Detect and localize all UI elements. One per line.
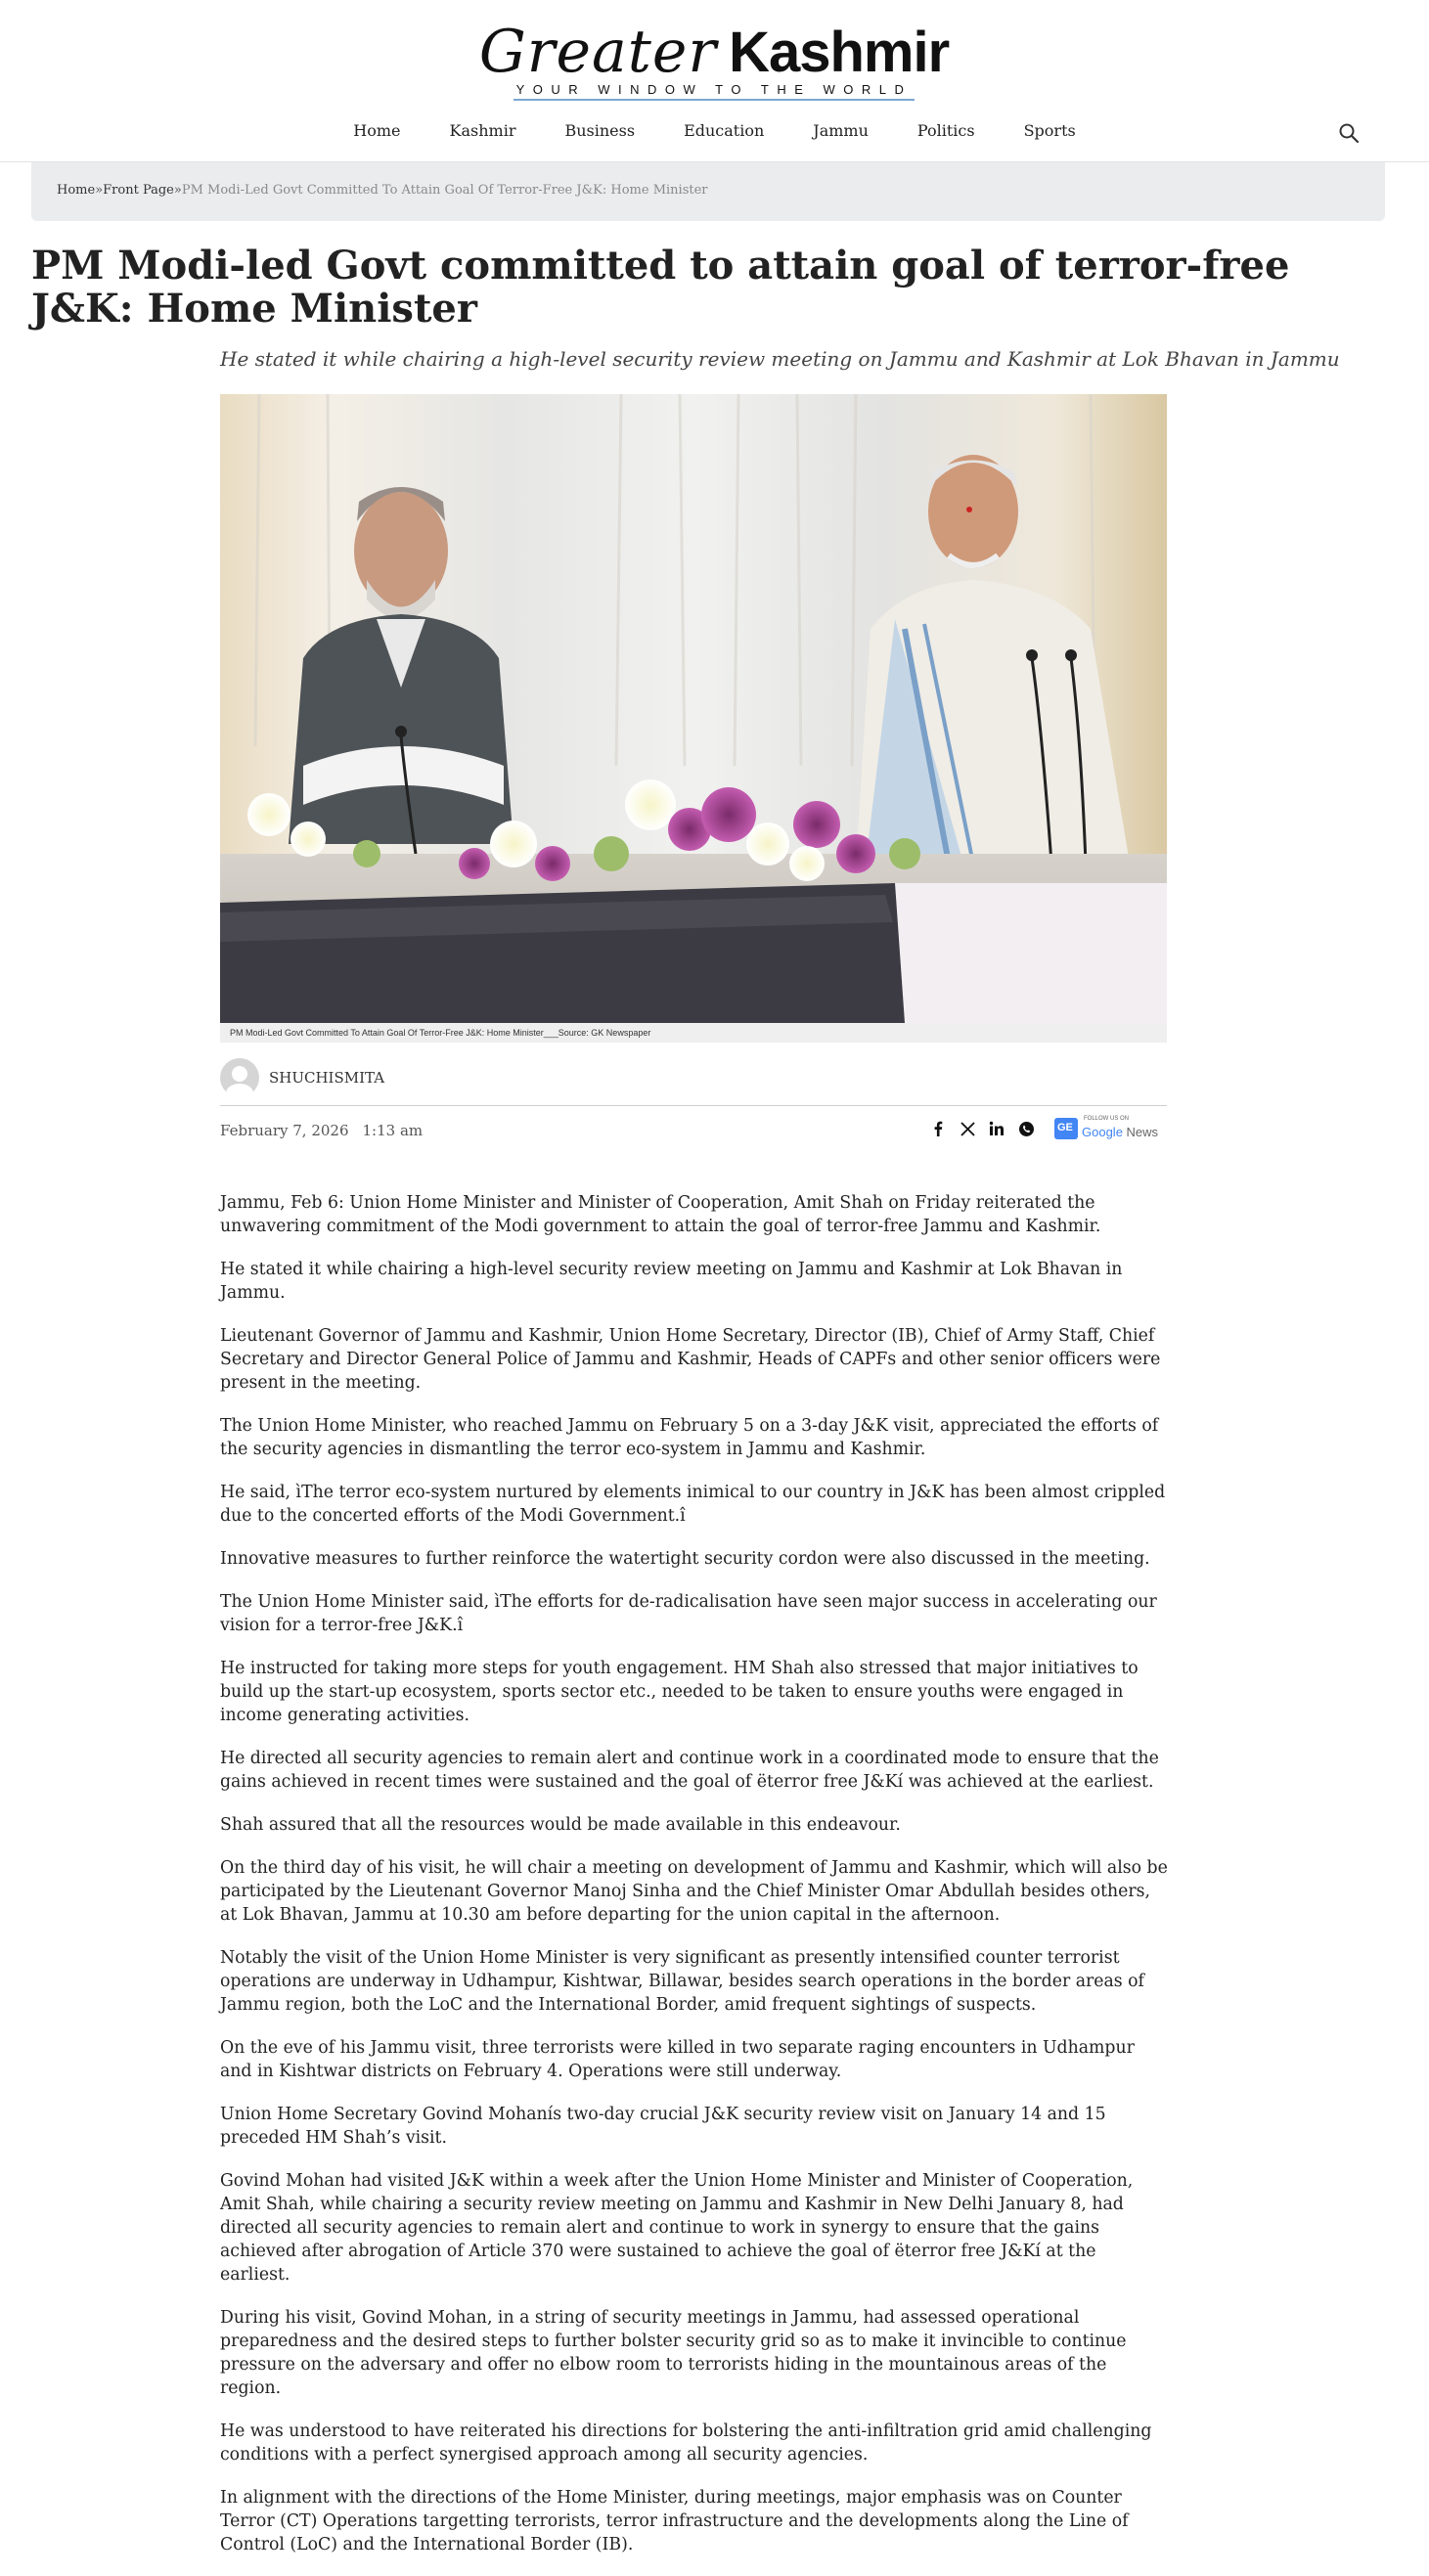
article-paragraph: He directed all security agencies to remain alert and continue work in a coordinated mode to ensure that the gains achieved in recent times were sustained and the goal of ëterror free J&Kí was achieved at the earliest. — [220, 1749, 1159, 1792]
nav-item-sports[interactable]: Sports — [1023, 121, 1076, 140]
article-body — [220, 1191, 1169, 2576]
article-paragraph: In alignment with the directions of the Home Minister, during meetings, major emphasis was on Counter Terror (CT) Operations targetting terrorists, terror infrastructure and the developments along the Line of Control (LoC) and the International Border (IB). — [220, 2488, 1129, 2554]
article-paragraph: During his visit, Govind Mohan, in a string of security meetings in Jammu, had assessed operational preparedness and the desired steps to further bolster security grid so as to make it invincible to continue pressure on the adversary and offer no elbow room to terrorists hiding in the mountainous areas of the region. — [220, 2308, 1127, 2398]
share-linkedin-button[interactable] — [988, 1120, 1005, 1137]
share-x-button[interactable] — [959, 1120, 976, 1137]
breadcrumb-separator: » — [173, 183, 182, 198]
author-block[interactable] — [220, 1058, 384, 1097]
site-header — [0, 0, 1429, 162]
x-icon — [960, 1122, 975, 1136]
article-paragraph: He instructed for taking more steps for youth engagement. HM Shah also stressed that major initiatives to build up the start-up ecosystem, sports sector etc., needed to be taken to ensure youths were engaged in income generating activities. — [220, 1659, 1139, 1725]
article-paragraph: Govind Mohan had visited J&K within a week after the Union Home Minister and Minister of Cooperation, Amit Shah, while chairing a security review meeting on Jammu and Kashmir in New Delhi January 8, had directed all security agencies to remain alert and continue to work in synergy to ensure that the gains achieved after abrogation of Article 370 were sustained to achieve the goal of ëterror free J&Kí at the earliest. — [220, 2171, 1134, 2285]
article-paragraph: He was understood to have reiterated his directions for bolstering the anti-infiltration grid amid challenging conditions with a perfect synergised approach among all security agencies. — [220, 2421, 1152, 2465]
nav-item-politics[interactable]: Politics — [916, 121, 975, 140]
whatsapp-icon — [1018, 1121, 1035, 1137]
article-subhead: He stated it while chairing a high-level security review meeting on Jammu and Kashmir at Lok Bhavan in Jammu — [220, 347, 1340, 371]
article-hero-figure — [220, 394, 1167, 1043]
logo-wordmark — [478, 18, 950, 86]
author-name[interactable]: SHUCHISMITA — [269, 1069, 385, 1087]
gnews-google: Google — [1082, 1125, 1123, 1139]
nav-item-business[interactable]: Business — [564, 121, 636, 140]
share-whatsapp-button[interactable] — [1017, 1120, 1035, 1137]
gnews-label — [1082, 1125, 1158, 1139]
gnews-news: News — [1126, 1125, 1159, 1139]
article-headline: PM Modi-led Govt committed to attain goal of terror-free J&K: Home Minister — [31, 243, 1290, 332]
article-paragraph: The Union Home Minister, who reached Jammu on February 5 on a 3-day J&K visit, appreciated the efforts of the security agencies in dismantling the terror eco-system in Jammu and Kashmir. — [220, 1416, 1159, 1459]
article-paragraph: On the third day of his visit, he will chair a meeting on development of Jammu and Kashmir, which will also be participated by the Lieutenant Governor Manoj Sinha and the Chief Minister Omar Abdullah besides others, at Lok Bhavan, Jammu at 10.30 am before departing for the union capital in the afternoon. — [220, 1858, 1168, 1925]
gnews-follow-label: FOLLOW US ON — [1084, 1116, 1130, 1122]
google-news-icon — [1054, 1118, 1078, 1139]
nav-item-education[interactable]: Education — [684, 121, 765, 140]
nav-item-home[interactable]: Home — [353, 121, 401, 140]
site-logo[interactable] — [478, 18, 950, 97]
google-news-follow-button[interactable] — [1054, 1115, 1159, 1142]
image-caption: PM Modi-Led Govt Committed To Attain Goal Of Terror-Free J&K: Home Minister___Source: GK Newspaper — [230, 1028, 651, 1038]
nav-item-jammu[interactable]: Jammu — [813, 121, 869, 140]
publish-date: February 7, 2026 — [220, 1122, 349, 1139]
linkedin-icon — [989, 1121, 1005, 1136]
search-icon — [1337, 121, 1361, 145]
main-nav — [0, 121, 1429, 140]
article-paragraph: Lieutenant Governor of Jammu and Kashmir, Union Home Secretary, Director (IB), Chief of Army Staff, Chief Secretary and Director General Police of Jammu and Kashmir, Heads of CAPFs and other senior officers were present in the meeting. — [220, 1326, 1161, 1393]
logo-greater: Greater — [478, 18, 718, 86]
article-paragraph: Shah assured that all the resources would be made available in this endeavour. — [220, 1815, 901, 1835]
share-bar — [929, 1115, 1159, 1142]
share-facebook-button[interactable] — [929, 1120, 947, 1137]
article-photo-illustration — [220, 394, 1167, 1023]
nav-item-kashmir[interactable]: Kashmir — [449, 121, 516, 140]
article-paragraph: Union Home Secretary Govind Mohanís two-day crucial J&K security review visit on January 14 and 15 preceded HM Shah’s visit. — [220, 2105, 1106, 2148]
article-paragraph: Jammu, Feb 6: Union Home Minister and Minister of Cooperation, Amit Shah on Friday reiterated the unwavering commitment of the Modi government to attain the goal of terror-free Jammu and Kashmir. — [220, 1193, 1101, 1236]
breadcrumb-front-page[interactable]: Front Page — [103, 183, 174, 198]
publish-info — [220, 1122, 423, 1139]
article-paragraph: The Union Home Minister said, ìThe efforts for de-radicalisation have seen major success in accelerating our vision for a terror-free J&K.î — [220, 1592, 1157, 1635]
article-paragraph: Innovative measures to further reinforce the watertight security cordon were also discussed in the meeting. — [220, 1549, 1150, 1569]
logo-tagline: YOUR WINDOW TO THE WORLD — [514, 82, 915, 101]
article-paragraph: Notably the visit of the Union Home Minister is very significant as presently intensified counter terrorist operations are underway in Udhampur, Kishtwar, Billawar, besides search operations in the border areas of Jammu region, both the LoC and the International Border, amid frequent sightings of suspects. — [220, 1948, 1144, 2015]
article-photo[interactable] — [220, 394, 1167, 1023]
article-paragraph: He stated it while chairing a high-level security review meeting on Jammu and Kashmir at Lok Bhavan in Jammu. — [220, 1260, 1123, 1303]
breadcrumb-current: PM Modi-Led Govt Committed To Attain Goal Of Terror-Free J&K: Home Minister — [181, 183, 708, 198]
article-paragraph: On the eve of his Jammu visit, three terrorists were killed in two separate raging encounters in Udhampur and in Kishtwar districts on February 4. Operations were still underway. — [220, 2038, 1135, 2081]
author-avatar — [220, 1058, 259, 1097]
breadcrumb — [57, 183, 708, 198]
breadcrumb-home[interactable]: Home — [57, 183, 96, 198]
logo-kashmir: Kashmir — [729, 21, 950, 84]
search-button[interactable] — [1337, 121, 1362, 147]
publish-time: 1:13 am — [362, 1122, 424, 1139]
article-paragraph: He said, ìThe terror eco-system nurtured by elements inimical to our country in J&K has been almost crippled due to the concerted efforts of the Modi Government.î — [220, 1483, 1166, 1526]
breadcrumb-separator: » — [95, 183, 104, 198]
breadcrumb-bar — [31, 162, 1385, 221]
meta-divider — [220, 1105, 1167, 1106]
facebook-icon — [931, 1121, 945, 1136]
